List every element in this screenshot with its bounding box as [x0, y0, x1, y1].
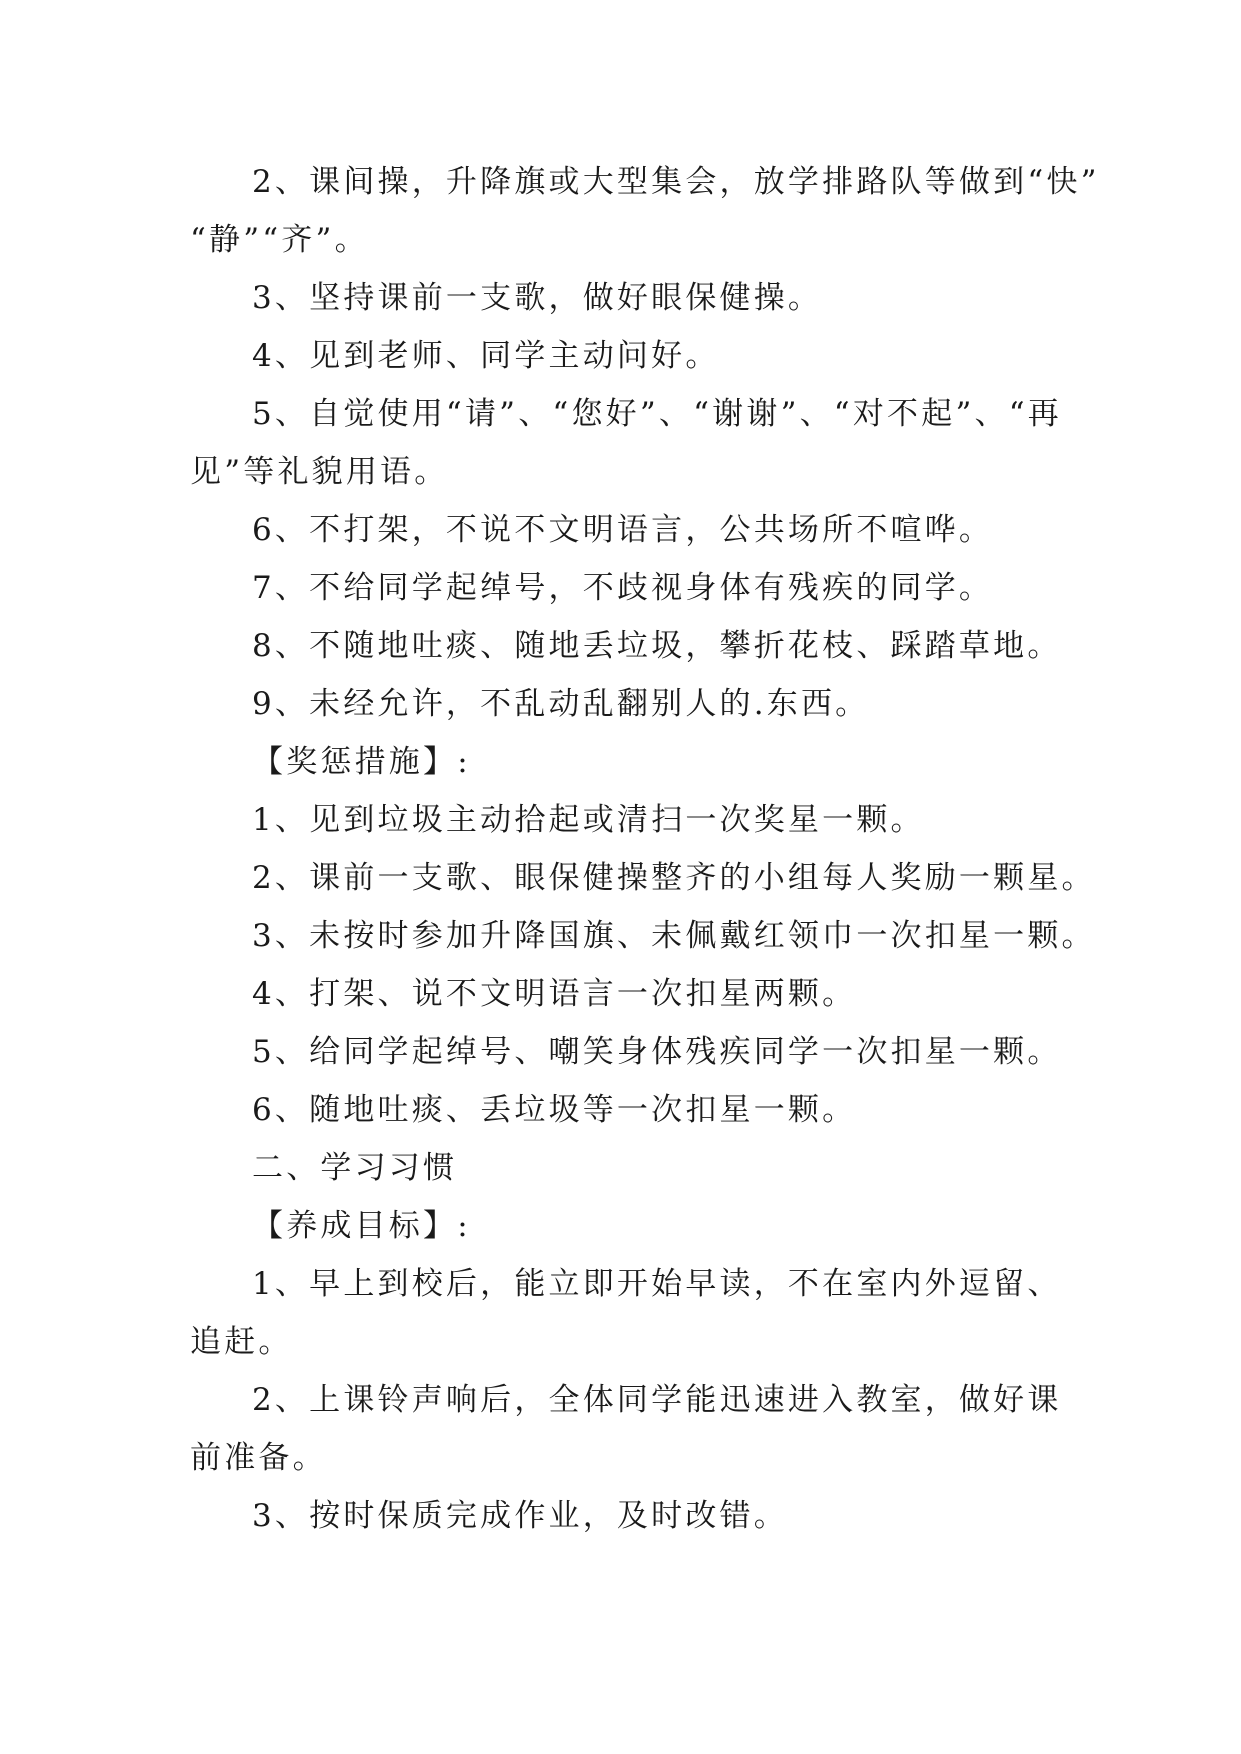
goal-line-2-continued: 前准备。: [190, 1440, 327, 1476]
goal-line-1: 1、早上到校后，能立即开始早读，不在室内外逗留、: [252, 1266, 1062, 1302]
reward-line-3: 3、未按时参加升降国旗、未佩戴红领巾一次扣星一颗。: [252, 918, 1096, 954]
section-heading-goals: 【养成目标】:: [252, 1208, 471, 1244]
reward-line-6: 6、随地吐痰、丢垃圾等一次扣星一颗。: [252, 1092, 857, 1128]
rule-line-3-song: 3、坚持课前一支歌，做好眼保健操。: [252, 280, 823, 316]
section-heading-rewards: 【奖惩措施】:: [252, 744, 471, 780]
reward-line-5: 5、给同学起绰号、嘲笑身体残疾同学一次扣星一颗。: [252, 1034, 1062, 1070]
rule-line-5-continued: 见”等礼貌用语。: [190, 454, 449, 490]
rule-line-9-permission: 9、未经允许，不乱动乱翻别人的.东西。: [252, 686, 870, 722]
rule-line-6-no-fighting: 6、不打架，不说不文明语言，公共场所不喧哗。: [252, 512, 994, 548]
document-body: [190, 153, 1100, 1545]
rule-line-5-polite-words: 5、自觉使用“请”、“您好”、“谢谢”、“对不起”、“再: [252, 396, 1062, 432]
rule-line-8-no-littering: 8、不随地吐痰、随地丢垃圾，攀折花枝、踩踏草地。: [252, 628, 1062, 664]
reward-line-2: 2、课前一支歌、眼保健操整齐的小组每人奖励一颗星。: [252, 860, 1096, 896]
goal-line-3: 3、按时保质完成作业，及时改错。: [252, 1498, 788, 1534]
goal-line-2: 2、上课铃声响后，全体同学能迅速进入教室，做好课: [252, 1382, 1062, 1418]
goal-line-1-continued: 追赶。: [190, 1324, 293, 1360]
rule-line-4-greeting: 4、见到老师、同学主动问好。: [252, 338, 720, 374]
reward-line-4: 4、打架、说不文明语言一次扣星两颗。: [252, 976, 857, 1012]
rule-line-2-assembly: 2、课间操，升降旗或大型集会，放学排路队等做到“快”: [252, 164, 1100, 200]
rule-line-2-continued: “静”“齐”。: [190, 222, 369, 258]
rule-line-7-no-nicknames: 7、不给同学起绰号，不歧视身体有残疾的同学。: [252, 570, 994, 606]
reward-line-1: 1、见到垃圾主动拾起或清扫一次奖星一颗。: [252, 802, 925, 838]
section-title-study-habits: 二、学习习惯: [252, 1150, 458, 1186]
